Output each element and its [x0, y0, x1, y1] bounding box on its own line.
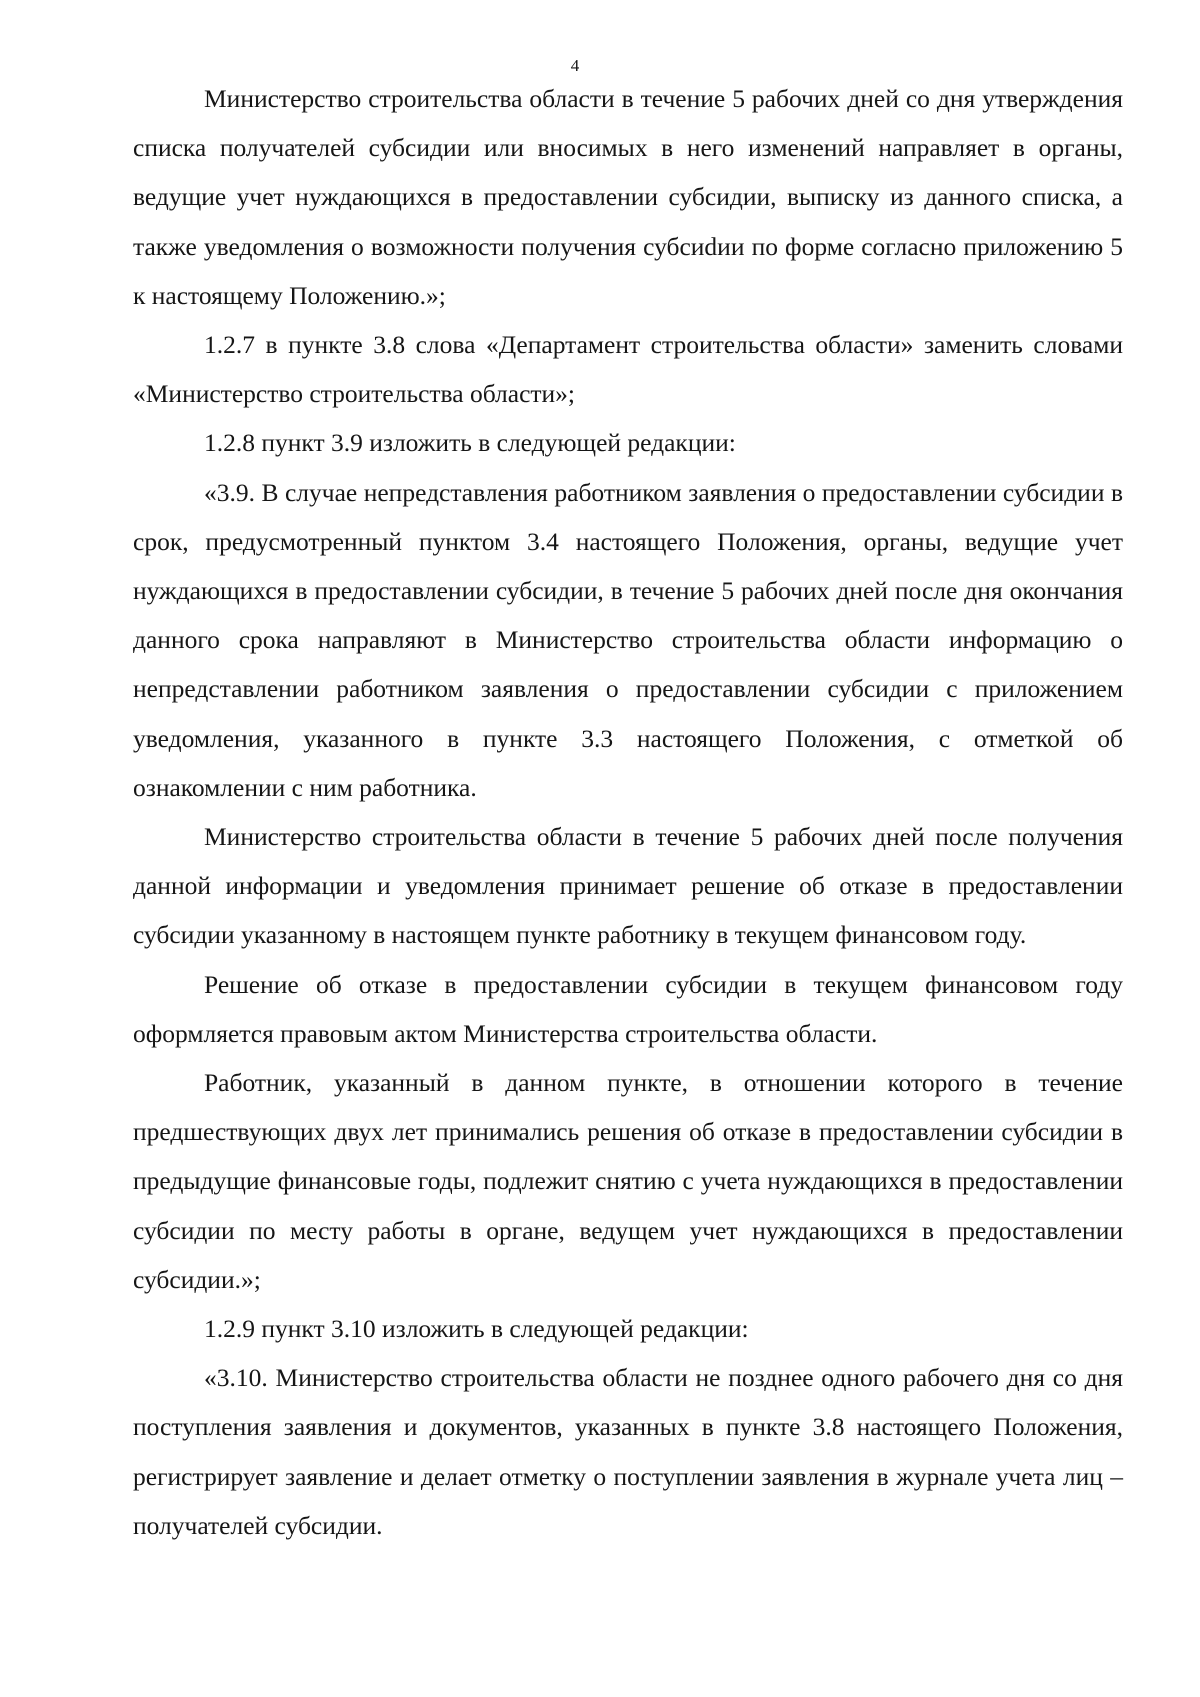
paragraph-refusal-decision: Министерство строительства области в течение 5 рабочих дней после получения данной информации и уведомления принимает решение об отказе в предоставлении субсидии указанному в настоящем пункте работнику в текущем финансовом году.: [133, 822, 1123, 950]
page-number: 4: [570, 56, 580, 75]
paragraph-deregistration: Работник, указанный в данном пункте, в отношении которого в течение предшествующих двух лет принимались решения об отказе в предоставлении субсидии в предыдущие финансовые годы, подлежит снятию с учета нуждающихся в предоставлении субсидии по месту работы в органе, ведущем учет нуждающихся в предоставлении субсидии.»;: [133, 1068, 1123, 1294]
document-body: [133, 74, 1123, 1550]
paragraph-legal-act: Решение об отказе в предоставлении субсидии в текущем финансовом году оформляется правовым актом Министерства строительства области.: [133, 969, 1123, 1048]
paragraph-3-10: «3.10. Министерство строительства области не позднее одного рабочего дня со дня поступления заявления и документов, указанных в пункте 3.8 настоящего Положения, регистрирует заявление и делает отметку о поступлении заявления в журнале учета лиц – получателей субсидии.: [133, 1363, 1123, 1540]
paragraph-ministry-notification: Министерство строительства области в течение 5 рабочих дней со дня утверждения списка получателей субсидии или вносимых в него изменений направляет в органы, ведущие учет нуждающихся в предоставлении субсидии, выписку из данного списка, а также уведомления о возможности получения субсиdии по форме согласно приложению 5 к настоящему Положению.»;: [133, 84, 1123, 310]
paragraph-1-2-8: 1.2.8 пункт 3.9 изложить в следующей редакции:: [204, 428, 736, 458]
paragraph-1-2-9: 1.2.9 пункт 3.10 изложить в следующей редакции:: [204, 1314, 749, 1344]
paragraph-3-9: «3.9. В случае непредставления работником заявления о предоставлении субсидии в срок, предусмотренный пунктом 3.4 настоящего Положения, органы, ведущие учет нуждающихся в предоставлении субсидии, в течение 5 рабочих дней после дня окончания данного срока направляют в Министерство строительства области информацию о непредставлении работником заявления о предоставлении субсидии с приложением уведомления, указанного в пункте 3.3 настоящего Положения, с отметкой об ознакомлении с ним работника.: [133, 477, 1123, 802]
paragraph-1-2-7: 1.2.7 в пункте 3.8 слова «Департамент строительства области» заменить словами «Министерство строительства области»;: [133, 330, 1123, 409]
